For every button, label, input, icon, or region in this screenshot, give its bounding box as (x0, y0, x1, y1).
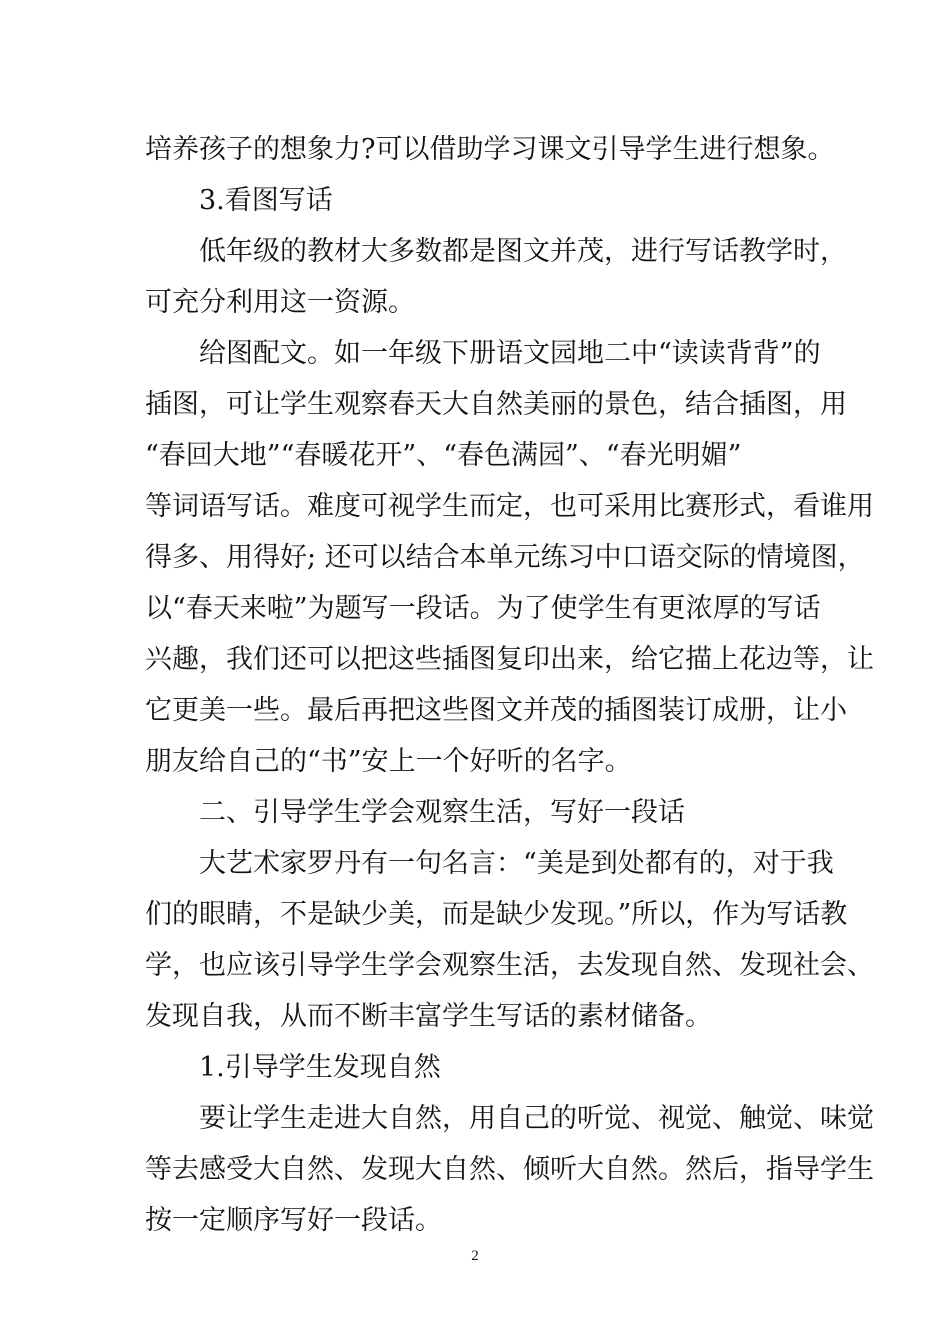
text-line: 们的眼睛，不是缺少美，而是缺少发现。”所以，作为写话教 (145, 899, 848, 930)
text-line: 插图，可让学生观察春天大自然美丽的景色，结合插图，用 (145, 389, 847, 420)
text-line: 可充分利用这一资源。 (145, 287, 415, 318)
text-line: 等词语写话。难度可视学生而定，也可采用比赛形式，看谁用 (145, 491, 874, 522)
text-line: 它更美一些。最后再把这些图文并茂的插图装订成册，让小 (145, 695, 847, 726)
text-line: 等去感受大自然、发现大自然、倾听大自然。然后，指导学生 (145, 1154, 874, 1185)
text-line: 按一定顺序写好一段话。 (145, 1205, 442, 1236)
text-line: 兴趣，我们还可以把这些插图复印出来，给它描上花边等，让 (145, 644, 874, 675)
text-line: 发现自我，从而不断丰富学生写话的素材储备。 (145, 1001, 712, 1032)
text-line: 朋友给自己的“书”安上一个好听的名字。 (145, 746, 632, 777)
text-line: 得多、用得好; 还可以结合本单元练习中口语交际的情境图， (145, 542, 865, 573)
section-heading-observe-life: 二、引导学生学会观察生活，写好一段话 (199, 797, 685, 828)
text-line: 要让学生走进大自然，用自己的听觉、视觉、触觉、味觉 (199, 1103, 874, 1134)
document-body (145, 124, 874, 1246)
text-line: 学，也应该引导学生学会观察生活，去发现自然、发现社会、 (145, 950, 874, 981)
text-line: 以“春天来啦”为题写一段话。为了使学生有更浓厚的写话 (145, 593, 821, 624)
section-heading-discover-nature: 1.引导学生发现自然 (199, 1052, 441, 1083)
text-line: 给图配文。如一年级下册语文园地二中“读读背背”的 (199, 338, 821, 369)
section-heading-look-and-write: 3.看图写话 (199, 185, 333, 216)
page-number: 2 (471, 1248, 479, 1264)
text-line: 大艺术家罗丹有一句名言：“美是到处都有的，对于我 (199, 848, 834, 879)
text-line: “春回大地”“春暖花开”、“春色满园”、“春光明媚” (145, 440, 742, 471)
text-line: 培养孩子的想象力?可以借助学习课文引导学生进行想象。 (145, 134, 835, 165)
text-line: 低年级的教材大多数都是图文并茂，进行写话教学时， (199, 236, 847, 267)
